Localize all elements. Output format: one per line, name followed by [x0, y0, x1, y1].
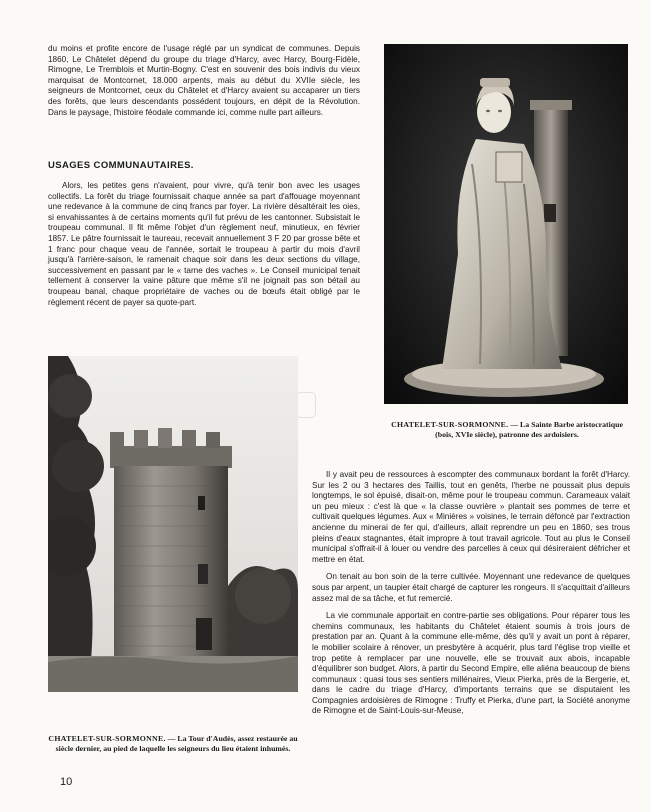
caption-text: — La Tour d'Audès, assez restaurée au siècle dernier, au pied de laquelle les seigneurs du lieu étaient inhumés.	[55, 734, 298, 753]
caption-text: — La Sainte Barbe aristocratique (bois, XVIe siècle), patronne des ardoisiers.	[435, 420, 623, 439]
library-stamp	[296, 392, 316, 418]
paragraph: du moins et profite encore de l'usage réglé par un syndicat de communes. Depuis 1860, Le Châtelet dépend du groupe du triage d'Harcy, avec Harcy, Bourg-Fidèle, Rimogne, Le Tremblois et Murtin-Bogny. C'est en souvenir des bois indivis du vieux marquisat de Montcornet, 18.000 arpents, mais au début du XVIIe siècle, les seigneurs de Montcornet, ceux du Châtelet et d'Harcy avaient su accaparer un tiers des forêts, que leurs descendants possédent toujours, en dépit de la Révolution. Dans le paysage, l'histoire féodale commande ici, comme nulle part ailleurs.	[48, 44, 360, 117]
caption-place: CHATELET-SUR-SORMONNE.	[391, 420, 509, 429]
column-left-top	[48, 44, 360, 125]
paragraph: On tenait au bon soin de la terre cultivée. Moyennant une redevance de quelques sous par arpent, un taupier était chargé de capturer les rongeurs. Il s'acquittait d'ailleurs assez mal de sa tâche, et fut remercié.	[312, 572, 630, 603]
page-number: 10	[60, 776, 73, 788]
paragraph: Il y avait peu de ressources à escompter des communaux bordant la forêt d'Harcy. Sur les 2 ou 3 hectares des Taillis, tout en genêts, l'herbe ne poussait plus depuis longtemps, le sol épuisé, disait-on, même pour le troupeau commun. Carameaux valait un peu mieux : c'est là que « la classe ouvrière » plantait ses pommes de terre et cultivait quelques légumes. Aux « Minières » voisines, le terrain défoncé par l'extraction ancienne du minerai de fer qui, d'ailleurs, allait reprendre un peu en 1860, ses trous pleins d'eaux stagnantes, était impropre à tout travail agricole. Tout au plus le Conseil municipal s'offrait-il à louer ou vendre des parcelles à ceux qui désireraient défricher et mettre en état.	[312, 470, 630, 564]
column-right	[312, 470, 630, 724]
tower-photo	[48, 356, 298, 692]
statue-photo	[384, 44, 628, 404]
sainte-barbe-statue-image	[384, 44, 628, 404]
column-left-middle	[48, 181, 360, 315]
section-heading: USAGES COMMUNAUTAIRES.	[48, 160, 194, 171]
caption-place: CHATELET-SUR-SORMONNE.	[48, 734, 166, 743]
tour-daudes-image	[48, 356, 298, 692]
caption-tower	[48, 734, 298, 754]
paragraph: La vie communale apportait en contre-partie ses obligations. Pour réparer tous les chemins communaux, les habitants du Châtelet étaient soumis à trois jours de prestation par an. Quant à la commune elle-même, dès qu'il y avait un pont à réparer, le mobilier scolaire à rénover, un presbytère à acquérir, plus tard l'église trop vieille et trop petite à remplacer par une nouvelle, elle se trouvait aux abois, incapable d'équilibrer son budget. Alors, à partir du Second Empire, elle aliéna beaucoup de biens communaux : quasi tous ses sentiers millénaires, Vieux Pierka, près de la Bergerie, et, dans le cadre du triage d'Harcy, d'importants terrains que se disputaient les Compagnies ardoisières de Rimogne : Truffy et Pierka, d'une part, la Société anonyme de Rimogne et de Saint-Louis-sur-Meuse,	[312, 611, 630, 716]
caption-statue	[382, 420, 632, 440]
paragraph: Alors, les petites gens n'avaient, pour vivre, qu'à tenir bon avec les usages collectifs. La forêt du triage fournissait chaque année sa part d'affouage moyennant une redevance à la commune de cinq francs par foyer. La rivière désaltérait les oies, si envahissantes à de certains moments qu'il fut prévu de les cantonner. Subsistait le troupeau communal. Il fit même l'objet d'un règlement neuf, minutieux, en février 1857. Le pâtre fournissait le taureau, recevait annuellement 3 F 20 par grosse bête et 1 franc pour chaque veau de l'année, sortait le troupeau à partir du mois d'avril jusqu'à l'arrière-saison, le ramenait chaque soir dans les deux sections du village, successivement en passant par le « tarne des vaches ». Le Conseil municipal tenait tellement à conserver la vaine pâture que même s'il ne joignait pas son bétail au troupeau banal, chaque propriétaire de vaches ou de bœufs était obligé par le règlement récent de payer sa quote-part.	[48, 181, 360, 307]
